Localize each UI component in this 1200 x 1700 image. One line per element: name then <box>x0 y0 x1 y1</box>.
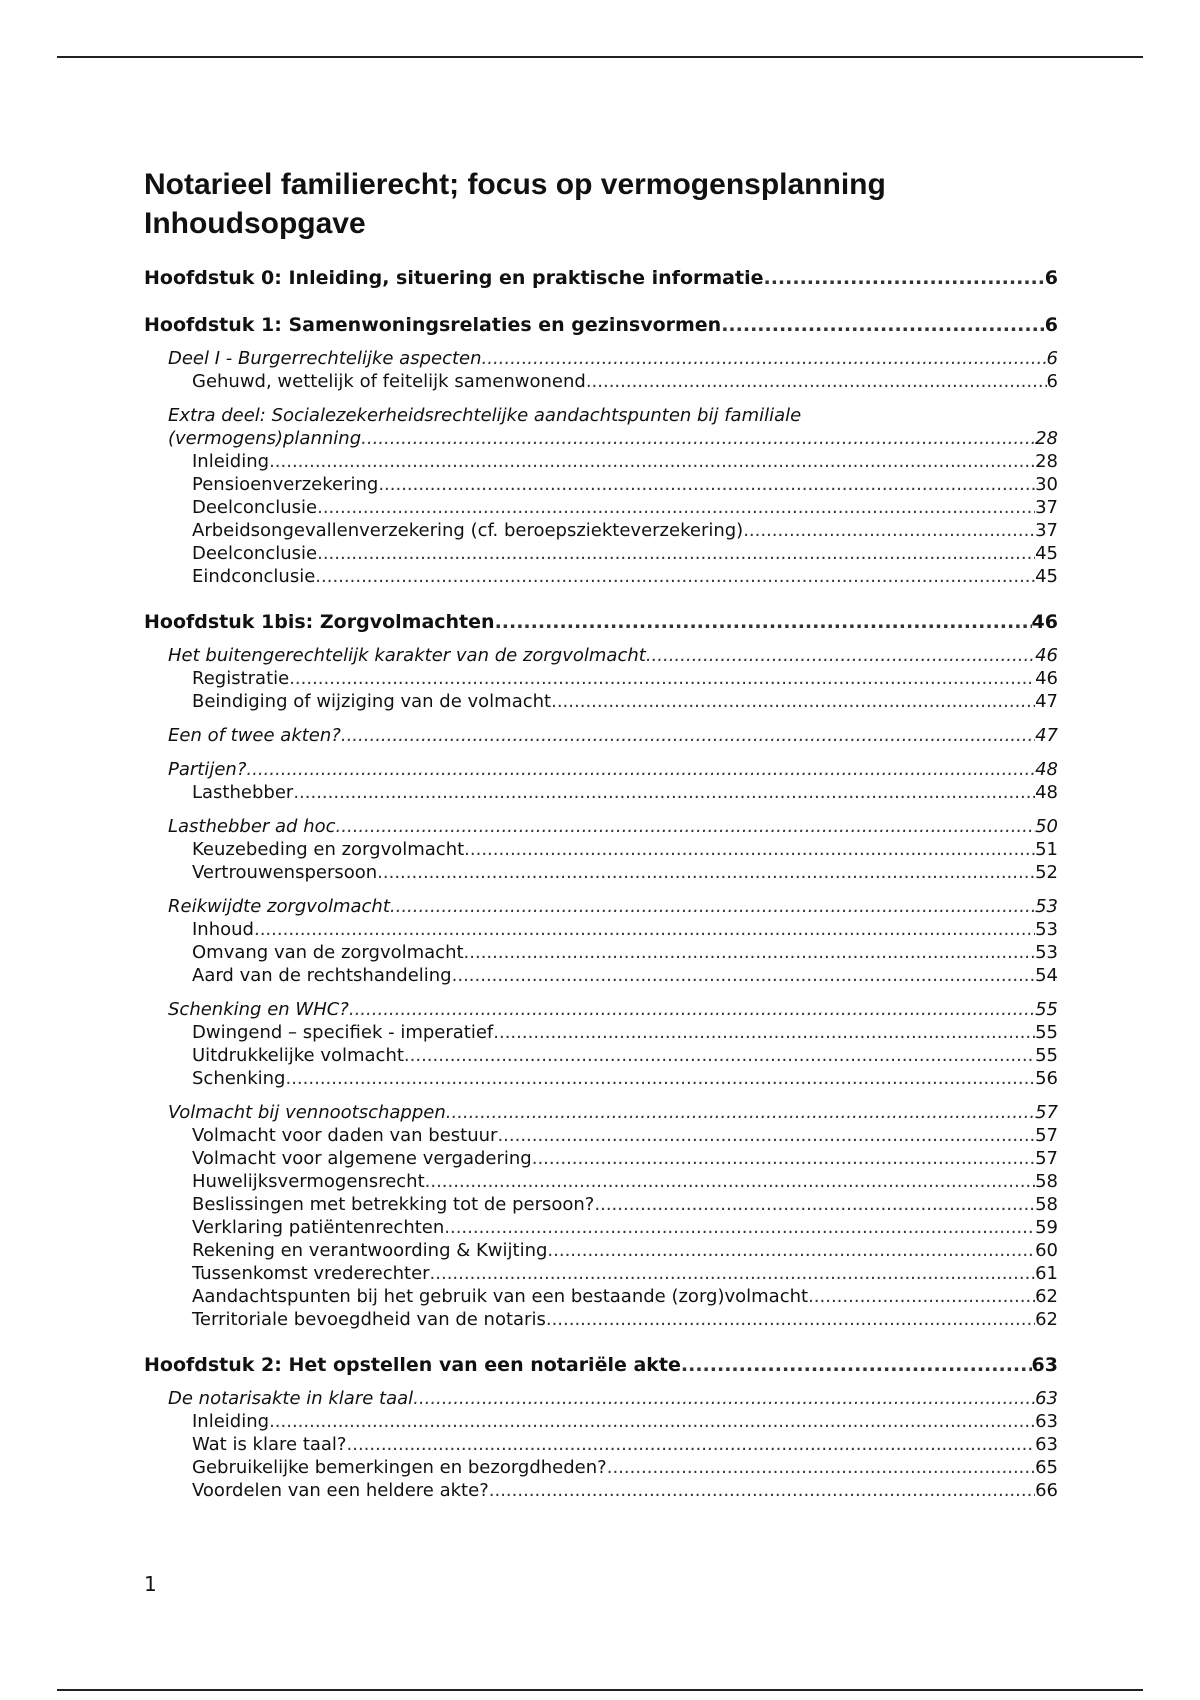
toc-entry-label: Uitdrukkelijke volmacht <box>192 1045 404 1066</box>
toc-dot-leader <box>586 370 1047 393</box>
toc-sub-entry[interactable] <box>144 838 1058 861</box>
toc-dot-leader <box>547 1239 1035 1262</box>
toc-entry-label: Gebruikelijke bemerkingen en bezorgdheden? <box>192 1457 607 1478</box>
toc-dot-leader <box>446 1101 1035 1124</box>
toc-chapter-entry[interactable] <box>144 610 1058 635</box>
toc-entry-label: Keuzebeding en zorgvolmacht <box>192 839 465 860</box>
toc-chapter-entry[interactable] <box>144 266 1058 291</box>
toc-sub-entry[interactable] <box>144 964 1058 987</box>
toc-entry-page: 63 <box>1035 1411 1058 1432</box>
toc-sub-entry[interactable] <box>144 1124 1058 1147</box>
table-of-contents <box>144 266 1058 1502</box>
toc-sub-entry[interactable] <box>144 918 1058 941</box>
toc-entry-label: Huwelijksvermogensrecht <box>192 1171 425 1192</box>
toc-section-entry[interactable] <box>144 347 1058 370</box>
toc-entry-label: Tussenkomst vrederechter <box>192 1263 430 1284</box>
toc-entry-label: Registratie <box>192 668 290 689</box>
toc-sub-entry[interactable] <box>144 1479 1058 1502</box>
toc-entry-page: 59 <box>1035 1217 1058 1238</box>
toc-dot-leader <box>607 1456 1035 1479</box>
toc-sub-entry[interactable] <box>144 1410 1058 1433</box>
toc-dot-leader <box>489 1479 1035 1502</box>
toc-sub-entry[interactable] <box>144 473 1058 496</box>
toc-entry-page: 53 <box>1035 942 1058 963</box>
toc-entry-page: 57 <box>1035 1148 1058 1169</box>
toc-dot-leader <box>721 313 1045 338</box>
toc-dot-leader <box>452 964 1035 987</box>
toc-dot-leader <box>404 1044 1035 1067</box>
toc-dot-leader <box>495 610 1032 635</box>
toc-sub-entry[interactable] <box>144 519 1058 542</box>
toc-dot-leader <box>349 998 1035 1021</box>
toc-entry-page: 47 <box>1035 725 1058 746</box>
toc-sub-entry[interactable] <box>144 370 1058 393</box>
toc-entry-label: Lasthebber <box>192 782 294 803</box>
toc-dot-leader <box>444 1216 1035 1239</box>
toc-dot-leader <box>763 266 1044 291</box>
toc-entry-page: 46 <box>1035 645 1058 666</box>
toc-sub-entry[interactable] <box>144 1193 1058 1216</box>
toc-dot-leader <box>336 815 1036 838</box>
toc-sub-entry[interactable] <box>144 1147 1058 1170</box>
toc-entry-page: 65 <box>1035 1457 1058 1478</box>
toc-entry-label: Hoofdstuk 2: Het opstellen van een notariële akte <box>144 1354 681 1376</box>
toc-entry-label: Gehuwd, wettelijk of feitelijk samenwonend <box>192 371 586 392</box>
toc-dot-leader <box>594 1193 1035 1216</box>
toc-sub-entry[interactable] <box>144 667 1058 690</box>
toc-dot-leader <box>317 496 1035 519</box>
footer-rule <box>57 1689 1143 1691</box>
toc-section-entry[interactable] <box>144 1101 1058 1124</box>
toc-sub-entry[interactable] <box>144 496 1058 519</box>
toc-dot-leader <box>269 450 1035 473</box>
toc-dot-leader <box>532 1147 1035 1170</box>
toc-sub-entry[interactable] <box>144 861 1058 884</box>
toc-entry-page: 57 <box>1035 1125 1058 1146</box>
toc-entry-label: Beslissingen met betrekking tot de persoon? <box>192 1194 595 1215</box>
toc-entry-label: Inhoud <box>192 919 254 940</box>
document-title: Notarieel familierecht; focus op vermogensplanning <box>144 168 886 201</box>
toc-sub-entry[interactable] <box>144 1456 1058 1479</box>
toc-dot-leader <box>377 861 1035 884</box>
toc-entry-label: Wat is klare taal? <box>192 1434 347 1455</box>
toc-dot-leader <box>293 781 1035 804</box>
toc-dot-leader <box>482 347 1047 370</box>
toc-entry-label: Partijen? <box>168 759 247 780</box>
toc-dot-leader <box>246 758 1035 781</box>
header-rule <box>57 56 1143 58</box>
toc-entry-page: 28 <box>1035 451 1058 472</box>
page-number: 1 <box>144 1572 157 1596</box>
toc-dot-leader <box>464 838 1035 861</box>
toc-entry-page: 46 <box>1035 668 1058 689</box>
toc-entry-page: 6 <box>1044 267 1058 289</box>
toc-entry-page: 6 <box>1044 314 1058 336</box>
toc-dot-leader <box>425 1170 1035 1193</box>
toc-entry-page: 63 <box>1035 1434 1058 1455</box>
toc-section-entry[interactable] <box>144 758 1058 781</box>
toc-dot-leader <box>285 1067 1035 1090</box>
toc-entry-page: 60 <box>1035 1240 1058 1261</box>
toc-section-entry[interactable] <box>144 1387 1058 1410</box>
toc-entry-page: 58 <box>1035 1171 1058 1192</box>
toc-entry-label: Territoriale bevoegdheid van de notaris <box>192 1309 546 1330</box>
toc-dot-leader <box>681 1353 1032 1378</box>
toc-entry-page: 50 <box>1035 816 1058 837</box>
toc-entry-page: 55 <box>1035 1022 1058 1043</box>
toc-entry-label: Vertrouwenspersoon <box>192 862 378 883</box>
toc-sub-entry[interactable] <box>144 450 1058 473</box>
toc-entry-page: 47 <box>1035 691 1058 712</box>
toc-entry-page: 30 <box>1035 474 1058 495</box>
toc-dot-leader <box>341 724 1035 747</box>
toc-sub-entry[interactable] <box>144 1308 1058 1331</box>
toc-dot-leader <box>743 519 1035 542</box>
toc-dot-leader <box>464 941 1036 964</box>
toc-entry-page: 37 <box>1035 520 1058 541</box>
toc-section-entry[interactable] <box>144 815 1058 838</box>
toc-entry-page: 6 <box>1046 348 1058 369</box>
toc-sub-entry[interactable] <box>144 690 1058 713</box>
toc-section-entry[interactable] <box>144 724 1058 747</box>
toc-section-label-line: Extra deel: Socialezekerheidsrechtelijke aandachtspunten bij familiale <box>168 405 802 426</box>
toc-entry-page: 46 <box>1031 611 1058 633</box>
toc-dot-leader <box>361 427 1035 450</box>
toc-entry-label: Lasthebber ad hoc <box>168 816 336 837</box>
toc-entry-page: 55 <box>1035 999 1058 1020</box>
toc-sub-entry[interactable] <box>144 1021 1058 1044</box>
toc-sub-entry[interactable] <box>144 1044 1058 1067</box>
toc-dot-leader <box>317 542 1035 565</box>
toc-dot-leader <box>413 1387 1035 1410</box>
toc-dot-leader <box>551 690 1035 713</box>
toc-entry-page: 28 <box>1035 428 1058 449</box>
toc-entry-label: Schenking en WHC? <box>168 999 349 1020</box>
toc-entry-label: Het buitengerechtelijk karakter van de zorgvolmacht <box>168 645 646 666</box>
toc-entry-page: 53 <box>1035 919 1058 940</box>
toc-dot-leader <box>289 667 1035 690</box>
toc-entry-page: 48 <box>1035 782 1058 803</box>
toc-sub-entry[interactable] <box>144 1285 1058 1308</box>
toc-entry-page: 51 <box>1035 839 1058 860</box>
toc-entry-page: 53 <box>1035 896 1058 917</box>
toc-entry-label: Eindconclusie <box>192 566 316 587</box>
toc-entry-label: Dwingend – specifiek - imperatief <box>192 1022 494 1043</box>
toc-entry-label: Omvang van de zorgvolmacht <box>192 942 464 963</box>
toc-sub-entry[interactable] <box>144 542 1058 565</box>
toc-entry-label: Deel I - Burgerrechtelijke aspecten <box>168 348 482 369</box>
document-subtitle: Inhoudsopgave <box>144 207 366 240</box>
toc-dot-leader <box>347 1433 1036 1456</box>
toc-entry-label: Deelconclusie <box>192 497 318 518</box>
page-title <box>144 165 886 243</box>
toc-section-entry[interactable] <box>144 998 1058 1021</box>
toc-entry-page: 6 <box>1046 371 1058 392</box>
toc-entry-page: 58 <box>1035 1194 1058 1215</box>
toc-entry-label: Verklaring patiëntenrechten <box>192 1217 445 1238</box>
toc-entry-page: 61 <box>1035 1263 1058 1284</box>
toc-entry-label: Volmacht voor algemene vergadering <box>192 1148 532 1169</box>
toc-entry-page: 48 <box>1035 759 1058 780</box>
toc-sub-entry[interactable] <box>144 1067 1058 1090</box>
toc-dot-leader <box>390 895 1035 918</box>
toc-sub-entry[interactable] <box>144 1262 1058 1285</box>
toc-entry-label: De notarisakte in klare taal <box>168 1388 414 1409</box>
toc-entry-page: 37 <box>1035 497 1058 518</box>
toc-sub-entry[interactable] <box>144 1433 1058 1456</box>
toc-sub-entry[interactable] <box>144 565 1058 588</box>
toc-entry-page: 66 <box>1035 1480 1058 1501</box>
toc-dot-leader <box>646 644 1035 667</box>
toc-section-entry[interactable] <box>144 644 1058 667</box>
toc-entry-label: Aandachtspunten bij het gebruik van een bestaande (zorg)volmacht <box>192 1286 809 1307</box>
toc-dot-leader <box>430 1262 1036 1285</box>
toc-entry-label: Rekening en verantwoording & Kwijting <box>192 1240 548 1261</box>
toc-dot-leader <box>378 473 1035 496</box>
toc-entry-label: Volmacht voor daden van bestuur <box>192 1125 498 1146</box>
toc-entry-label: Hoofdstuk 1: Samenwoningsrelaties en gezinsvormen <box>144 314 722 336</box>
toc-entry-label: Inleiding <box>192 1411 270 1432</box>
toc-entry-label: Arbeidsongevallenverzekering (cf. beroepsziekteverzekering) <box>192 520 744 541</box>
toc-entry-label: Inleiding <box>192 451 270 472</box>
toc-entry-label: Een of twee akten? <box>168 725 341 746</box>
toc-entry-label: Volmacht bij vennootschappen <box>168 1102 446 1123</box>
toc-entry-label: Reikwijdte zorgvolmacht <box>168 896 390 917</box>
toc-sub-entry[interactable] <box>144 1216 1058 1239</box>
toc-entry-label: Hoofdstuk 0: Inleiding, situering en praktische informatie <box>144 267 764 289</box>
toc-sub-entry[interactable] <box>144 941 1058 964</box>
toc-chapter-entry[interactable] <box>144 313 1058 338</box>
toc-entry-label: Beindiging of wijziging van de volmacht <box>192 691 552 712</box>
toc-entry-page: 45 <box>1035 566 1058 587</box>
toc-entry-label: Hoofdstuk 1bis: Zorgvolmachten <box>144 611 495 633</box>
toc-entry-label: Aard van de rechtshandeling <box>192 965 452 986</box>
toc-entry-label: (vermogens)planning <box>168 428 362 449</box>
toc-entry-page: 55 <box>1035 1045 1058 1066</box>
toc-entry-label: Deelconclusie <box>192 543 318 564</box>
toc-dot-leader <box>493 1021 1035 1044</box>
toc-sub-entry[interactable] <box>144 1239 1058 1262</box>
toc-section-entry[interactable] <box>144 427 1058 450</box>
toc-dot-leader <box>808 1285 1035 1308</box>
toc-sub-entry[interactable] <box>144 1170 1058 1193</box>
toc-dot-leader <box>254 918 1035 941</box>
toc-dot-leader <box>497 1124 1035 1147</box>
toc-entry-page: 63 <box>1031 1354 1058 1376</box>
toc-dot-leader <box>315 565 1035 588</box>
toc-entry-label: Schenking <box>192 1068 286 1089</box>
toc-dot-leader <box>269 1410 1035 1433</box>
toc-entry-label: Pensioenverzekering <box>192 474 379 495</box>
toc-entry-page: 45 <box>1035 543 1058 564</box>
toc-section-entry[interactable] <box>144 895 1058 918</box>
toc-chapter-entry[interactable] <box>144 1353 1058 1378</box>
toc-entry-page: 52 <box>1035 862 1058 883</box>
toc-entry-page: 57 <box>1035 1102 1058 1123</box>
toc-entry-page: 62 <box>1035 1309 1058 1330</box>
toc-entry-page: 63 <box>1035 1388 1058 1409</box>
toc-sub-entry[interactable] <box>144 781 1058 804</box>
toc-entry-page: 62 <box>1035 1286 1058 1307</box>
toc-entry-page: 54 <box>1035 965 1058 986</box>
toc-dot-leader <box>546 1308 1035 1331</box>
toc-entry-page: 56 <box>1035 1068 1058 1089</box>
toc-entry-label: Voordelen van een heldere akte? <box>192 1480 489 1501</box>
